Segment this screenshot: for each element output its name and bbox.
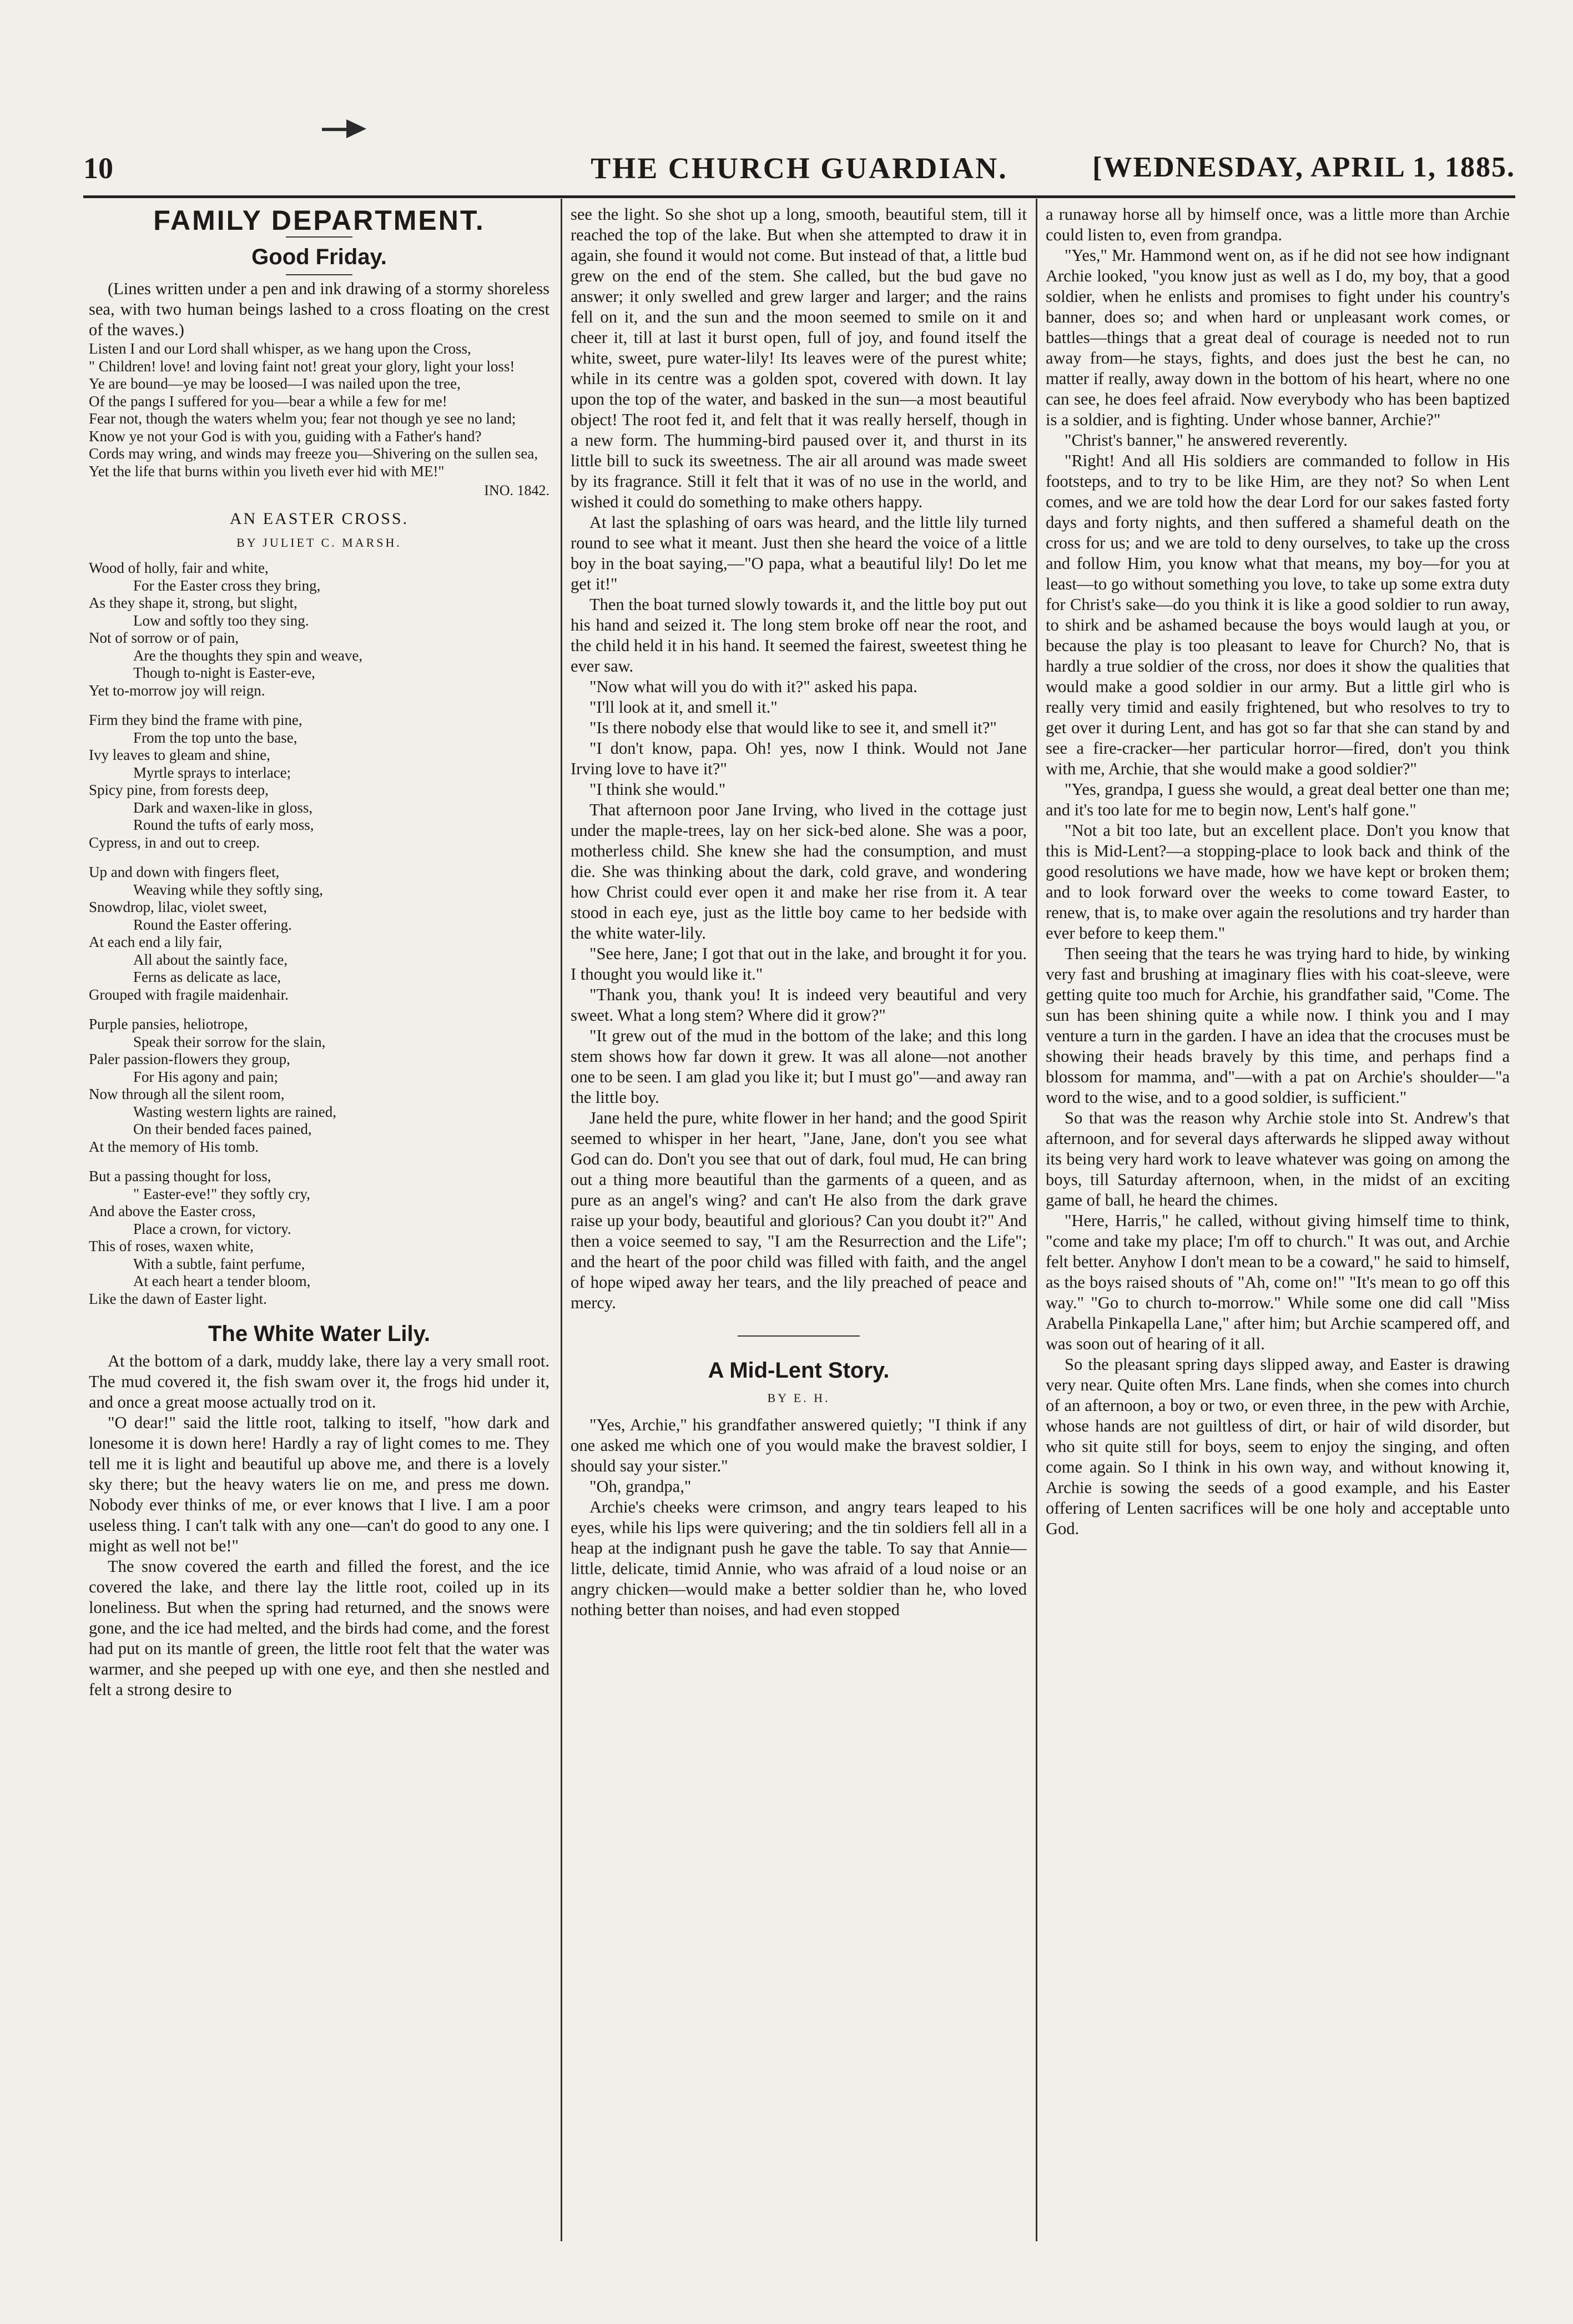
- poem-line: And above the Easter cross,: [89, 1203, 256, 1219]
- paragraph: "See here, Jane; I got that out in the lake, and brought it for you. I thought you would like it.": [571, 944, 1027, 984]
- easter-cross-title: AN EASTER CROSS.: [229, 510, 409, 528]
- easter-cross-byline: BY JULIET C. MARSH.: [236, 536, 402, 550]
- poem-line: But a passing thought for loss,: [89, 1168, 271, 1184]
- mid-lent-continued: [1046, 204, 1510, 1539]
- column-3: [1046, 204, 1510, 2236]
- poem-line: Low and softly too they sing.: [133, 612, 309, 629]
- paragraph: "O dear!" said the little root, talking to itself, "how dark and lonesome it is down here! Hardly a ray of light comes to me. They tell me it is light and beautiful up above me, and there is a lovely sky there; but the heavy waters lie on me, and press me down. Nobody ever thinks of me, or ever knows that I live. I am a poor useless thing. I can't talk with any one—can't do good to any one. I might as well not be!": [89, 1413, 549, 1555]
- paragraph: Jane held the pure, white flower in her hand; and the good Spirit seemed to whisper in her heart, "Jane, Jane, don't you see what God can do. Don't you see that out of dark, foul mud, He can bring out a thing more beautiful than the garments of a queen, and as pure as an angel's wing? and can't He also from the dark grave raise up your body, beautiful and glorious? Can you doubt it?" And then a voice seemed to say, "I am the Resurrection and the Life"; and the heart of the poor child was filled with faith, and the angel of hope wiped away her tears, and the lily preached of peace and mercy.: [571, 1108, 1027, 1312]
- paragraph: "Yes," Mr. Hammond went on, as if he did not see how indignant Archie looked, "you know just as well as I do, my boy, that a good soldier, when he enlists and promises to fight under his country's banner, does so; and when hard or unpleasant work comes, or battles—things that a great deal of courage is needed not to run away from—he stays, fights, and does just the best he can, no matter if really, away down in the bottom of his heart, where no one can see, he does feel afraid. Now everybody who has been baptized is a soldier, and is fighting. Under whose banner, Archie?": [1046, 246, 1510, 429]
- mid-lent-text: [571, 1415, 1027, 1620]
- paragraph: "Yes, grandpa, I guess she would, a great deal better one than me; and it's too late for me to begin now, Lent's half gone.": [1046, 780, 1510, 819]
- poem-line: Yet the life that burns within you liveth ever hid with ME!": [89, 462, 445, 480]
- poem-line: Now through all the silent room,: [89, 1086, 285, 1102]
- poem-line: Fear not, though the waters whelm you; fear not though ye see no land;: [89, 410, 516, 427]
- poem-line: At the memory of His tomb.: [89, 1138, 259, 1155]
- poem-line: With a subtle, faint perfume,: [133, 1255, 305, 1272]
- poem-line: Paler passion-flowers they group,: [89, 1051, 290, 1067]
- poem-line: As they shape it, strong, but slight,: [89, 594, 298, 611]
- poem-line: Up and down with fingers fleet,: [89, 864, 280, 880]
- paragraph: Archie's cheeks were crimson, and angry tears leaped to his eyes, while his lips were quivering; and the tin soldiers fell all in a heap at the indignant push he gave the table. To say that Annie—little, delicate, timid Annie, who was afraid of a loud noise or an angry chicken—would make a better soldier than he, who loved nothing better than noises, and had even stopped: [571, 1498, 1027, 1619]
- masthead: [83, 151, 1515, 201]
- poem-line: This of roses, waxen white,: [89, 1238, 254, 1254]
- poem-line: For the Easter cross they bring,: [133, 577, 321, 594]
- poem-line: Know ye not your God is with you, guiding with a Father's hand?: [89, 427, 482, 445]
- poem-line: Like the dawn of Easter light.: [89, 1290, 267, 1307]
- paragraph: "Oh, grandpa,": [589, 1477, 692, 1496]
- poem-line: Not of sorrow or of pain,: [89, 629, 239, 646]
- column-1: [89, 204, 549, 2236]
- poem-line: Wood of holly, fair and white,: [89, 559, 269, 576]
- column-rule: [1036, 199, 1037, 2241]
- poem-line: Place a crown, for victory.: [133, 1220, 291, 1237]
- poem-line: Speak their sorrow for the slain,: [133, 1033, 326, 1050]
- poem-line: Ferns as delicate as lace,: [133, 969, 281, 985]
- poem-line: Weaving while they softly sing,: [133, 881, 324, 898]
- poem-line: For His agony and pain;: [133, 1068, 278, 1085]
- poem-signature: INO. 1842.: [484, 482, 549, 498]
- column-rule: [561, 199, 562, 2241]
- divider: [738, 1335, 860, 1340]
- paragraph: "It grew out of the mud in the bottom of the lake; and this long stem shows how far down it grew. It was all alone—not another one to be seen. I am glad you like it; but I must go"—and away ran the little boy.: [571, 1026, 1027, 1107]
- poem-line: Spicy pine, from forests deep,: [89, 782, 269, 798]
- paragraph: "I'll look at it, and smell it.": [589, 698, 778, 717]
- white-water-lily-continued: [571, 204, 1027, 1313]
- good-friday-title: Good Friday.: [251, 245, 387, 269]
- stanza: [89, 1168, 549, 1308]
- paragraph: Then seeing that the tears he was trying hard to hide, by winking very fast and brushing at imaginary flies with his coat-sleeve, were getting quite too much for Archie, his grandfather said, "Come. The sun has been shining quite a while now. I think you and I may venture a turn in the garden. I have an idea that the crocuses must be showing their heads bravely by this time, and perhaps find a blossom for mamma, and"—with a pat on Archie's shoulder—"a word to the wise, and to a good soldier, is sufficient.": [1046, 944, 1510, 1107]
- poem-line: Round the tufts of early moss,: [133, 816, 314, 833]
- poem-line: Listen I and our Lord shall whisper, as we hang upon the Cross,: [89, 340, 471, 357]
- poem-line: Myrtle sprays to interlace;: [133, 764, 291, 781]
- poem-line: Though to-night is Easter-eve,: [133, 664, 315, 681]
- paragraph: "Not a bit too late, but an excellent place. Don't you know that this is Mid-Lent?—a stopping-place to look back and think of the good resolutions we have made, how we have kept or broken them; and to look forward over the weeks to come toward Easter, to renew, that is, to make over again the resolutions and try harder than ever before to keep them.": [1046, 821, 1510, 942]
- paragraph: The snow covered the earth and filled the forest, and the ice covered the lake, and there lay the little root, coiled up in its loneliness. But when the spring had returned, and the snows were gone, and the ice had melted, and the birds had come, and the forest had put on its mantle of green, the little root felt that the water was warmer, and she peeped up with one eye, and then she nestled and felt a strong desire to: [89, 1557, 549, 1699]
- poem-line: Ivy leaves to gleam and shine,: [89, 747, 270, 763]
- stanza: [89, 1016, 549, 1156]
- poem-line: On their bended faces pained,: [133, 1121, 312, 1137]
- poem-line: Dark and waxen-like in gloss,: [133, 799, 313, 816]
- poem-line: Grouped with fragile maidenhair.: [89, 986, 289, 1003]
- family-department-heading: FAMILY DEPARTMENT.: [153, 205, 485, 236]
- paragraph: "Here, Harris," he called, without giving himself time to think, "come and take my place; I'm off to church." It was out, and Archie felt better. Anyhow I don't mean to be a coward," he said to himself, as the boys raised shouts of "Ah, come on!" "It's mean to go off this way." "Go to church to-morrow." While some one did call "Miss Arabella Pinkapella Lane," after him; but Archie scampered off, and was soon out of hearing of it all.: [1046, 1211, 1510, 1353]
- paragraph: That afternoon poor Jane Irving, who lived in the cottage just under the maple-trees, lay on her sick-bed alone. She was a poor, motherless child. She knew she had the consumption, and must die. She was thinking about the dark, cold grave, and wondering how Christ could ever open it and make her rise from it. A tear stood in each eye, just as the little boy came to her bedside with the white water-lily.: [571, 800, 1027, 942]
- poem-line: All about the saintly face,: [133, 951, 288, 968]
- paragraph: "I don't know, papa. Oh! yes, now I think. Would not Jane Irving love to have it?": [571, 739, 1027, 778]
- mid-lent-title: A Mid-Lent Story.: [708, 1358, 890, 1383]
- poem-line: Purple pansies, heliotrope,: [89, 1016, 248, 1032]
- paragraph: "Now what will you do with it?" asked his papa.: [589, 677, 917, 696]
- paragraph: a runaway horse all by himself once, was a little more than Archie could listen to, even from grandpa.: [1046, 205, 1510, 244]
- divider: [286, 274, 352, 279]
- white-water-lily-text: [89, 1351, 549, 1700]
- poem-line: Of the pangs I suffered for you—bear a while a few for me!: [89, 392, 447, 410]
- paragraph: "I think she would.": [589, 780, 726, 799]
- poem-line: At each heart a tender bloom,: [133, 1273, 311, 1289]
- divider: [286, 236, 352, 241]
- stanza: [89, 864, 549, 1004]
- poem-line: Wasting western lights are rained,: [133, 1103, 336, 1120]
- stanza: [89, 559, 549, 699]
- good-friday-poem: [89, 340, 549, 480]
- poem-line: Are the thoughts they spin and weave,: [133, 647, 363, 664]
- page-number: 10: [83, 152, 113, 185]
- poem-line: " Children! love! and loving faint not! great your glory, light your loss!: [89, 357, 515, 375]
- poem-line: Cords may wring, and winds may freeze you—Shivering on the sullen sea,: [89, 445, 538, 462]
- mid-lent-byline: BY E. H.: [767, 1391, 830, 1405]
- newspaper-title: THE CHURCH GUARDIAN.: [591, 152, 1008, 185]
- paragraph: "Right! And all His soldiers are commanded to follow in His footsteps, and to try to be like Him, are they not? So when Lent comes, and we are told how the dear Lord for our sakes fasted forty days and forty nights, and then suffered a shameful death on the cross for us; and we are told to deny ourselves, to take up the cross and follow Him, you know what that means, my boy—for you at least—to go without something you love, to take up some extra duty for Christ's sake—do you think it is like a good soldier to run away, to shirk and be ashamed because the boys would laugh at you, or because the play is too pleasant to leave for Church? No, that is hardly a true soldier of the cross, nor does it show the qualities that would make a good soldier in our army. But a little girl who is really very timid and easily frightened, but who resolves to try to get over it during Lent, and has got so far that she can stand by and see a fire-cracker—her particular horror—fired, don't you think with me, Archie, that she would make a good soldier?": [1046, 451, 1510, 778]
- easter-cross-poem: [89, 559, 549, 1308]
- poem-line: Snowdrop, lilac, violet sweet,: [89, 899, 267, 915]
- paragraph: So the pleasant spring days slipped away, and Easter is drawing very near. Quite often Mrs. Lane finds, when she comes into church of an afternoon, a boy or two, or even three, in the pew with Archie, whose hands are not guiltless of dirt, or hair of wild disorder, but who sit quite still for boys, seem to enjoy the singing, and often come again. So I think in his own way, and without knowing it, Archie is sowing the seeds of a good example, and his Easter offering of Lenten sacrifices will be one holy and acceptable unto God.: [1046, 1355, 1510, 1538]
- paragraph: see the light. So she shot up a long, smooth, beautiful stem, till it reached the top of the lake. But when she attempted to draw it in again, she found it would not come. But instead of that, a little bud grew on the end of the stem. She called, but the bud gave no answer; it only swelled and grew larger and larger; and the rains fell on it, and the sun and the moon seemed to smile on it and cheer it, till at last it burst open, full of joy, and found itself the white, sweet, pure water-lily! Its leaves were of the purest white; while in its centre was a golden spot, covered with down. It lay upon the top of the water, and basked in the sun—a most beautiful object! The root fed it, and felt that it was really herself, though in a new form. The humming-bird paused over it, and thurst in its little bill to suck its sweetness. The air all around was made sweet by its fragrance. Still it felt that it was of no use in the world, and wished it could do something to make others happy.: [571, 205, 1027, 511]
- paragraph: "Yes, Archie," his grandfather answered quietly; "I think if any one asked me which one of you would make the bravest soldier, I should say your sister.": [571, 1415, 1027, 1475]
- stanza: [89, 712, 549, 851]
- paragraph: At the bottom of a dark, muddy lake, there lay a very small root. The mud covered it, the fish swam over it, the frogs hid under it, and once a great moose actually trod on it.: [89, 1352, 549, 1411]
- good-friday-intro: (Lines written under a pen and ink drawing of a stormy shoreless sea, with two human beings lashed to a cross floating on the crest of the waves.): [89, 279, 549, 339]
- poem-line: Round the Easter offering.: [133, 916, 292, 933]
- paragraph: "Is there nobody else that would like to see it, and smell it?": [589, 718, 997, 737]
- poem-line: Cypress, in and out to creep.: [89, 834, 260, 851]
- paragraph: So that was the reason why Archie stole into St. Andrew's that afternoon, and for several days afterwards he slipped away without its being very hard work to leave whatever was going on among the boys, till Saturday afternoon, when, in the midst of an exciting game of ball, he heard the chimes.: [1046, 1108, 1510, 1209]
- poem-line: Firm they bind the frame with pine,: [89, 712, 302, 728]
- paragraph: Then the boat turned slowly towards it, and the little boy put out his hand and seized it. The long stem broke off near the root, and the child held it in his hand. It seemed the fairest, sweetest thing he ever saw.: [571, 595, 1027, 675]
- white-water-lily-title: The White Water Lily.: [208, 1322, 431, 1346]
- poem-line: At each end a lily fair,: [89, 934, 223, 950]
- poem-line: Ye are bound—ye may be loosed—I was nailed upon the tree,: [89, 375, 461, 392]
- poem-line: " Easter-eve!" they softly cry,: [133, 1185, 310, 1202]
- paragraph: At last the splashing of oars was heard, and the little lily turned round to see what it meant. Just then she heard the voice of a little boy in the boat saying,—"O papa, what a beautiful lily! Do let me get it!": [571, 513, 1027, 593]
- poem-line: Yet to-morrow joy will reign.: [89, 682, 265, 699]
- pointing-hand-mark: [322, 119, 366, 138]
- poem-line: From the top unto the base,: [133, 729, 298, 746]
- issue-date: [WEDNESDAY, APRIL 1, 1885.: [1092, 152, 1515, 183]
- paragraph: "Christ's banner," he answered reverently.: [1065, 431, 1348, 450]
- masthead-rule: [83, 195, 1515, 198]
- paragraph: "Thank you, thank you! It is indeed very beautiful and very sweet. What a long stem? Where did it grow?": [571, 985, 1027, 1025]
- column-2: [571, 204, 1027, 2236]
